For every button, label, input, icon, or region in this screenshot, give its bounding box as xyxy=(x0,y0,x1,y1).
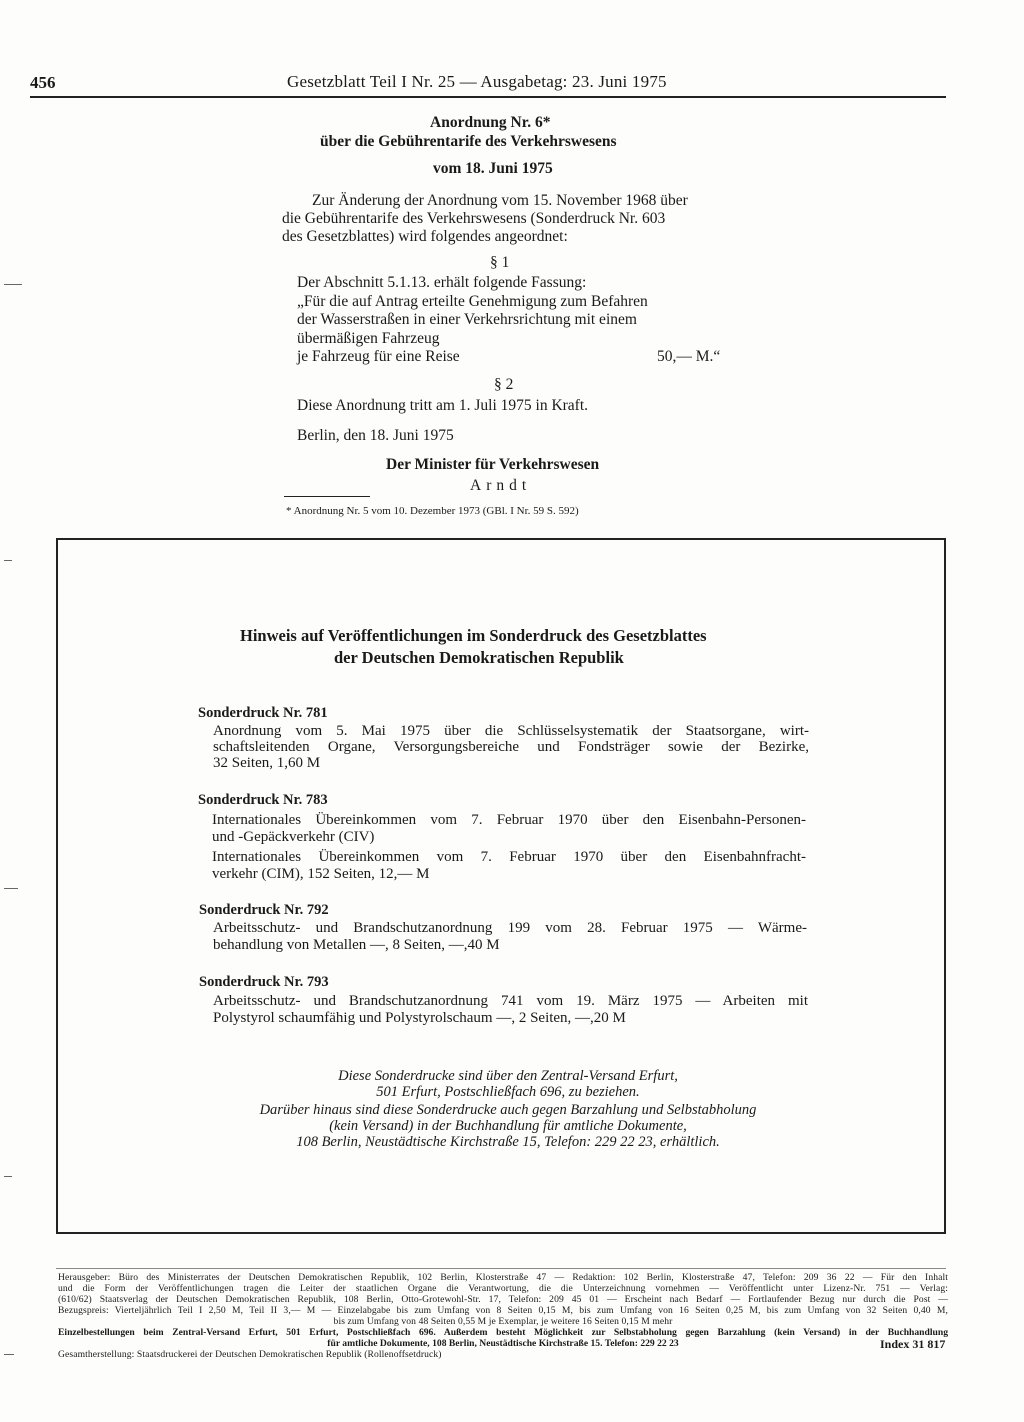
margin-mark xyxy=(4,560,12,561)
section-1-text: Der Abschnitt 5.1.13. erhält folgende Fassung: xyxy=(297,274,587,291)
sonderdruck-title: Sonderdruck Nr. 792 xyxy=(199,902,329,918)
index-number: Index 31 817 xyxy=(880,1337,946,1351)
sonderdruck-title: Sonderdruck Nr. 793 xyxy=(199,974,329,990)
place-date: Berlin, den 18. Juni 1975 xyxy=(297,427,454,444)
margin-mark xyxy=(4,888,18,889)
decree-date: vom 18. Juni 1975 xyxy=(433,160,553,177)
distribution-note: 108 Berlin, Neustädtische Kirchstraße 15, Telefon: 229 22 23, erhältlich. xyxy=(296,1134,720,1150)
imprint-line: (610/62) Staatsverlag der Deutschen Demokratischen Republik, 108 Berlin, Otto-Grotewohl-Str. 17, Telefon: 209 45 01 — Erscheint nach Bedarf — Fortlaufender Bezug nur durch die Post — xyxy=(58,1294,948,1305)
distribution-note: Diese Sonderdrucke sind über den Zentral-Versand Erfurt, xyxy=(338,1068,678,1084)
imprint-bold-line: Einzelbestellungen beim Zentral-Versand Erfurt, 501 Erfurt, Postschließfach 696. Außerdem besteht Möglichkeit zur Selbstabholung gegen Barzahlung (kein Versand) in der Buchhandlung xyxy=(58,1327,948,1338)
footnote-rule xyxy=(284,496,370,497)
sonderdruck-line: und -Gepäckverkehr (CIV) xyxy=(212,829,375,845)
quote-line: der Wasserstraßen in einer Verkehrsrichtung mit einem xyxy=(297,311,637,328)
sonderdruck-line: schaftsleitenden Organe, Versorgungsbereiche und Fondsträger sowie der Bezirke, xyxy=(213,739,809,755)
distribution-note: Darüber hinaus sind diese Sonderdrucke auch gegen Barzahlung und Selbstabholung xyxy=(259,1102,757,1118)
decree-intro-line: die Gebührentarife des Verkehrswesens (Sonderdruck Nr. 603 xyxy=(282,210,666,227)
quote-line: „Für die auf Antrag erteilte Genehmigung zum Befahren xyxy=(297,293,648,310)
section-2-text: Diese Anordnung tritt am 1. Juli 1975 in Kraft. xyxy=(297,397,589,414)
footnote: * Anordnung Nr. 5 vom 10. Dezember 1973 (GBl. I Nr. 59 S. 592) xyxy=(286,505,579,517)
imprint-line: Herausgeber: Büro des Ministerrates der Deutschen Demokratischen Republik, 102 Berlin, Klosterstraße 47 — Redaktion: 102 Berlin, Klosterstraße 47, Telefon: 209 36 22 — Für den Inhalt xyxy=(58,1272,948,1283)
notice-title: Hinweis auf Veröffentlichungen im Sonderdruck des Gesetzblattes xyxy=(240,626,707,645)
page-number: 456 xyxy=(30,73,56,92)
sonderdruck-line: Internationales Übereinkommen vom 7. Februar 1970 über den Eisenbahn-Personen- xyxy=(212,812,806,828)
decree-intro-line: Zur Änderung der Anordnung vom 15. November 1968 über xyxy=(312,192,688,209)
distribution-note: 501 Erfurt, Postschließfach 696, zu beziehen. xyxy=(376,1084,640,1100)
signatory-name: Arndt xyxy=(470,477,532,494)
sonderdruck-line: Arbeitsschutz- und Brandschutzanordnung 741 vom 19. März 1975 — Arbeiten mit xyxy=(213,993,808,1009)
fee-label: je Fahrzeug für eine Reise xyxy=(297,348,460,365)
sonderdruck-line: behandlung von Metallen —, 8 Seiten, —,40 M xyxy=(213,937,500,953)
section-2-label: § 2 xyxy=(494,376,514,393)
sonderdruck-line: Anordnung vom 5. Mai 1975 über die Schlüsselsystematik der Staatsorgane, wirt- xyxy=(213,723,809,739)
header-rule xyxy=(30,96,946,98)
sonderdruck-line: Arbeitsschutz- und Brandschutzanordnung 199 vom 28. Februar 1975 — Wärme- xyxy=(213,920,807,936)
sonderdruck-title: Sonderdruck Nr. 783 xyxy=(198,792,328,808)
imprint-line: Bezugspreis: Vierteljährlich Teil I 2,50 M, Teil II 3,— M — Einzelabgabe bis zum Umfang von 8 Seiten 0,15 M, bis zum Umfang von 16 Seiten 0,25 M, bis zum Umfang von 32 Seiten 0,40 M, xyxy=(58,1305,948,1316)
margin-mark xyxy=(4,1176,12,1177)
imprint-bold-line: für amtliche Dokumente, 108 Berlin, Neustädtische Kirchstraße 15. Telefon: 229 22 23 xyxy=(327,1338,679,1349)
fee-value: 50,— M.“ xyxy=(657,348,721,365)
sonderdruck-line: verkehr (CIM), 152 Seiten, 12,— M xyxy=(212,866,430,882)
sonderdruck-line: Internationales Übereinkommen vom 7. Februar 1970 über den Eisenbahnfracht- xyxy=(212,849,806,865)
imprint-rule xyxy=(56,1268,946,1269)
sonderdruck-title: Sonderdruck Nr. 781 xyxy=(198,705,328,721)
notice-subtitle: der Deutschen Demokratischen Republik xyxy=(334,648,624,667)
imprint-line: bis zum Umfang von 48 Seiten 0,55 M je Exemplar, je weitere 16 Seiten 0,15 M mehr xyxy=(333,1316,673,1327)
margin-mark xyxy=(4,284,22,285)
sonderdruck-line: Polystyrol schaumfähig und Polystyrolschaum —, 2 Seiten, —,20 M xyxy=(213,1010,626,1026)
decree-title: Anordnung Nr. 6* xyxy=(430,114,551,131)
imprint-line: und die Form der Veröffentlichungen tragen die Leiter der staatlichen Organe die Verantwortung, die die Unterzeichnung vornehmen — Veröffentlicht unter Lizenz-Nr. 751 — Verlag: xyxy=(58,1283,948,1294)
section-1-label: § 1 xyxy=(490,254,510,271)
quote-line: übermäßigen Fahrzeug xyxy=(297,330,440,347)
decree-intro-line: des Gesetzblattes) wird folgendes angeordnet: xyxy=(282,228,568,245)
sonderdruck-line: 32 Seiten, 1,60 M xyxy=(213,755,321,771)
distribution-note: (kein Versand) in der Buchhandlung für amtliche Dokumente, xyxy=(329,1118,687,1134)
margin-mark xyxy=(4,1354,14,1355)
page-header-title: Gesetzblatt Teil I Nr. 25 — Ausgabetag: 23. Juni 1975 xyxy=(287,72,667,91)
printer-note: Gesamtherstellung: Staatsdruckerei der Deutschen Demokratischen Republik (Rollenoffsetdruck) xyxy=(58,1349,442,1360)
signatory-title: Der Minister für Verkehrswesen xyxy=(386,456,600,473)
decree-subtitle: über die Gebührentarife des Verkehrswesens xyxy=(320,133,617,150)
